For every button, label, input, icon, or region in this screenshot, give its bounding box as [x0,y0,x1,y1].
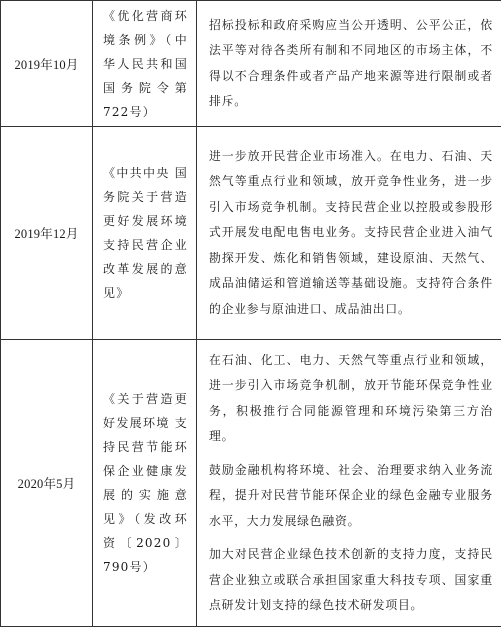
content-paragraph: 在石油、化工、电力、天然气等重点行业和领域，进一步引入市场竞争机制，放开节能环保竞争性业务，积极推行合同能源管理和环境污染第三方治理。 [209,352,493,443]
content-paragraph: 加大对民营企业绿色技术创新的支持力度，支持民营企业独立或联合承担国家重大科技专项、国家重点研发计划支持的绿色技术研发项目。 [209,547,493,612]
policy-content-cell [197,127,501,340]
policy-content-cell [197,1,501,127]
date-cell: 2019年10月 [1,1,93,127]
policy-title-cell: 《优化营商环境条例》（中华人民共和国国务院令第722号） [93,1,197,127]
table-row [1,340,501,627]
content-paragraph: 招标投标和政府采购应当公开透明、公平公正，依法平等对待各类所有制和不同地区的市场主体，不得以不合理条件或者产品产地来源等进行限制或者排斥。 [209,17,493,108]
date-cell: 2020年5月 [1,340,93,627]
table-row [1,127,501,340]
date-cell: 2019年12月 [1,127,93,340]
policy-title-cell: 《中共中央 国务院关于营造更好发展环境支持民营企业改革发展的意见》 [93,127,197,340]
policy-title-cell: 《关于营造更好发展环境 支持民营节能环保企业健康发展的实施意见》（发改环资〔2020〕790号） [93,340,197,627]
content-paragraph: 进一步放开民营企业市场准入。在电力、石油、天然气等重点行业和领域，放开竞争性业务，进一步引入市场竞争机制。支持民营企业以控股或参股形式开展发电配电售电业务。支持民营企业进入油气勘探开发、炼化和销售领域，建设原油、天然气、成品油储运和管道输送等基础设施。支持符合条件的企业参与原油进口、成品油出口。 [209,148,493,316]
policy-content-cell [197,340,501,627]
content-paragraph: 鼓励金融机构将环境、社会、治理要求纳入业务流程，提升对民营节能环保企业的绿色金融专业服务水平，大力发展绿色融资。 [209,462,493,528]
table-row [1,1,501,127]
